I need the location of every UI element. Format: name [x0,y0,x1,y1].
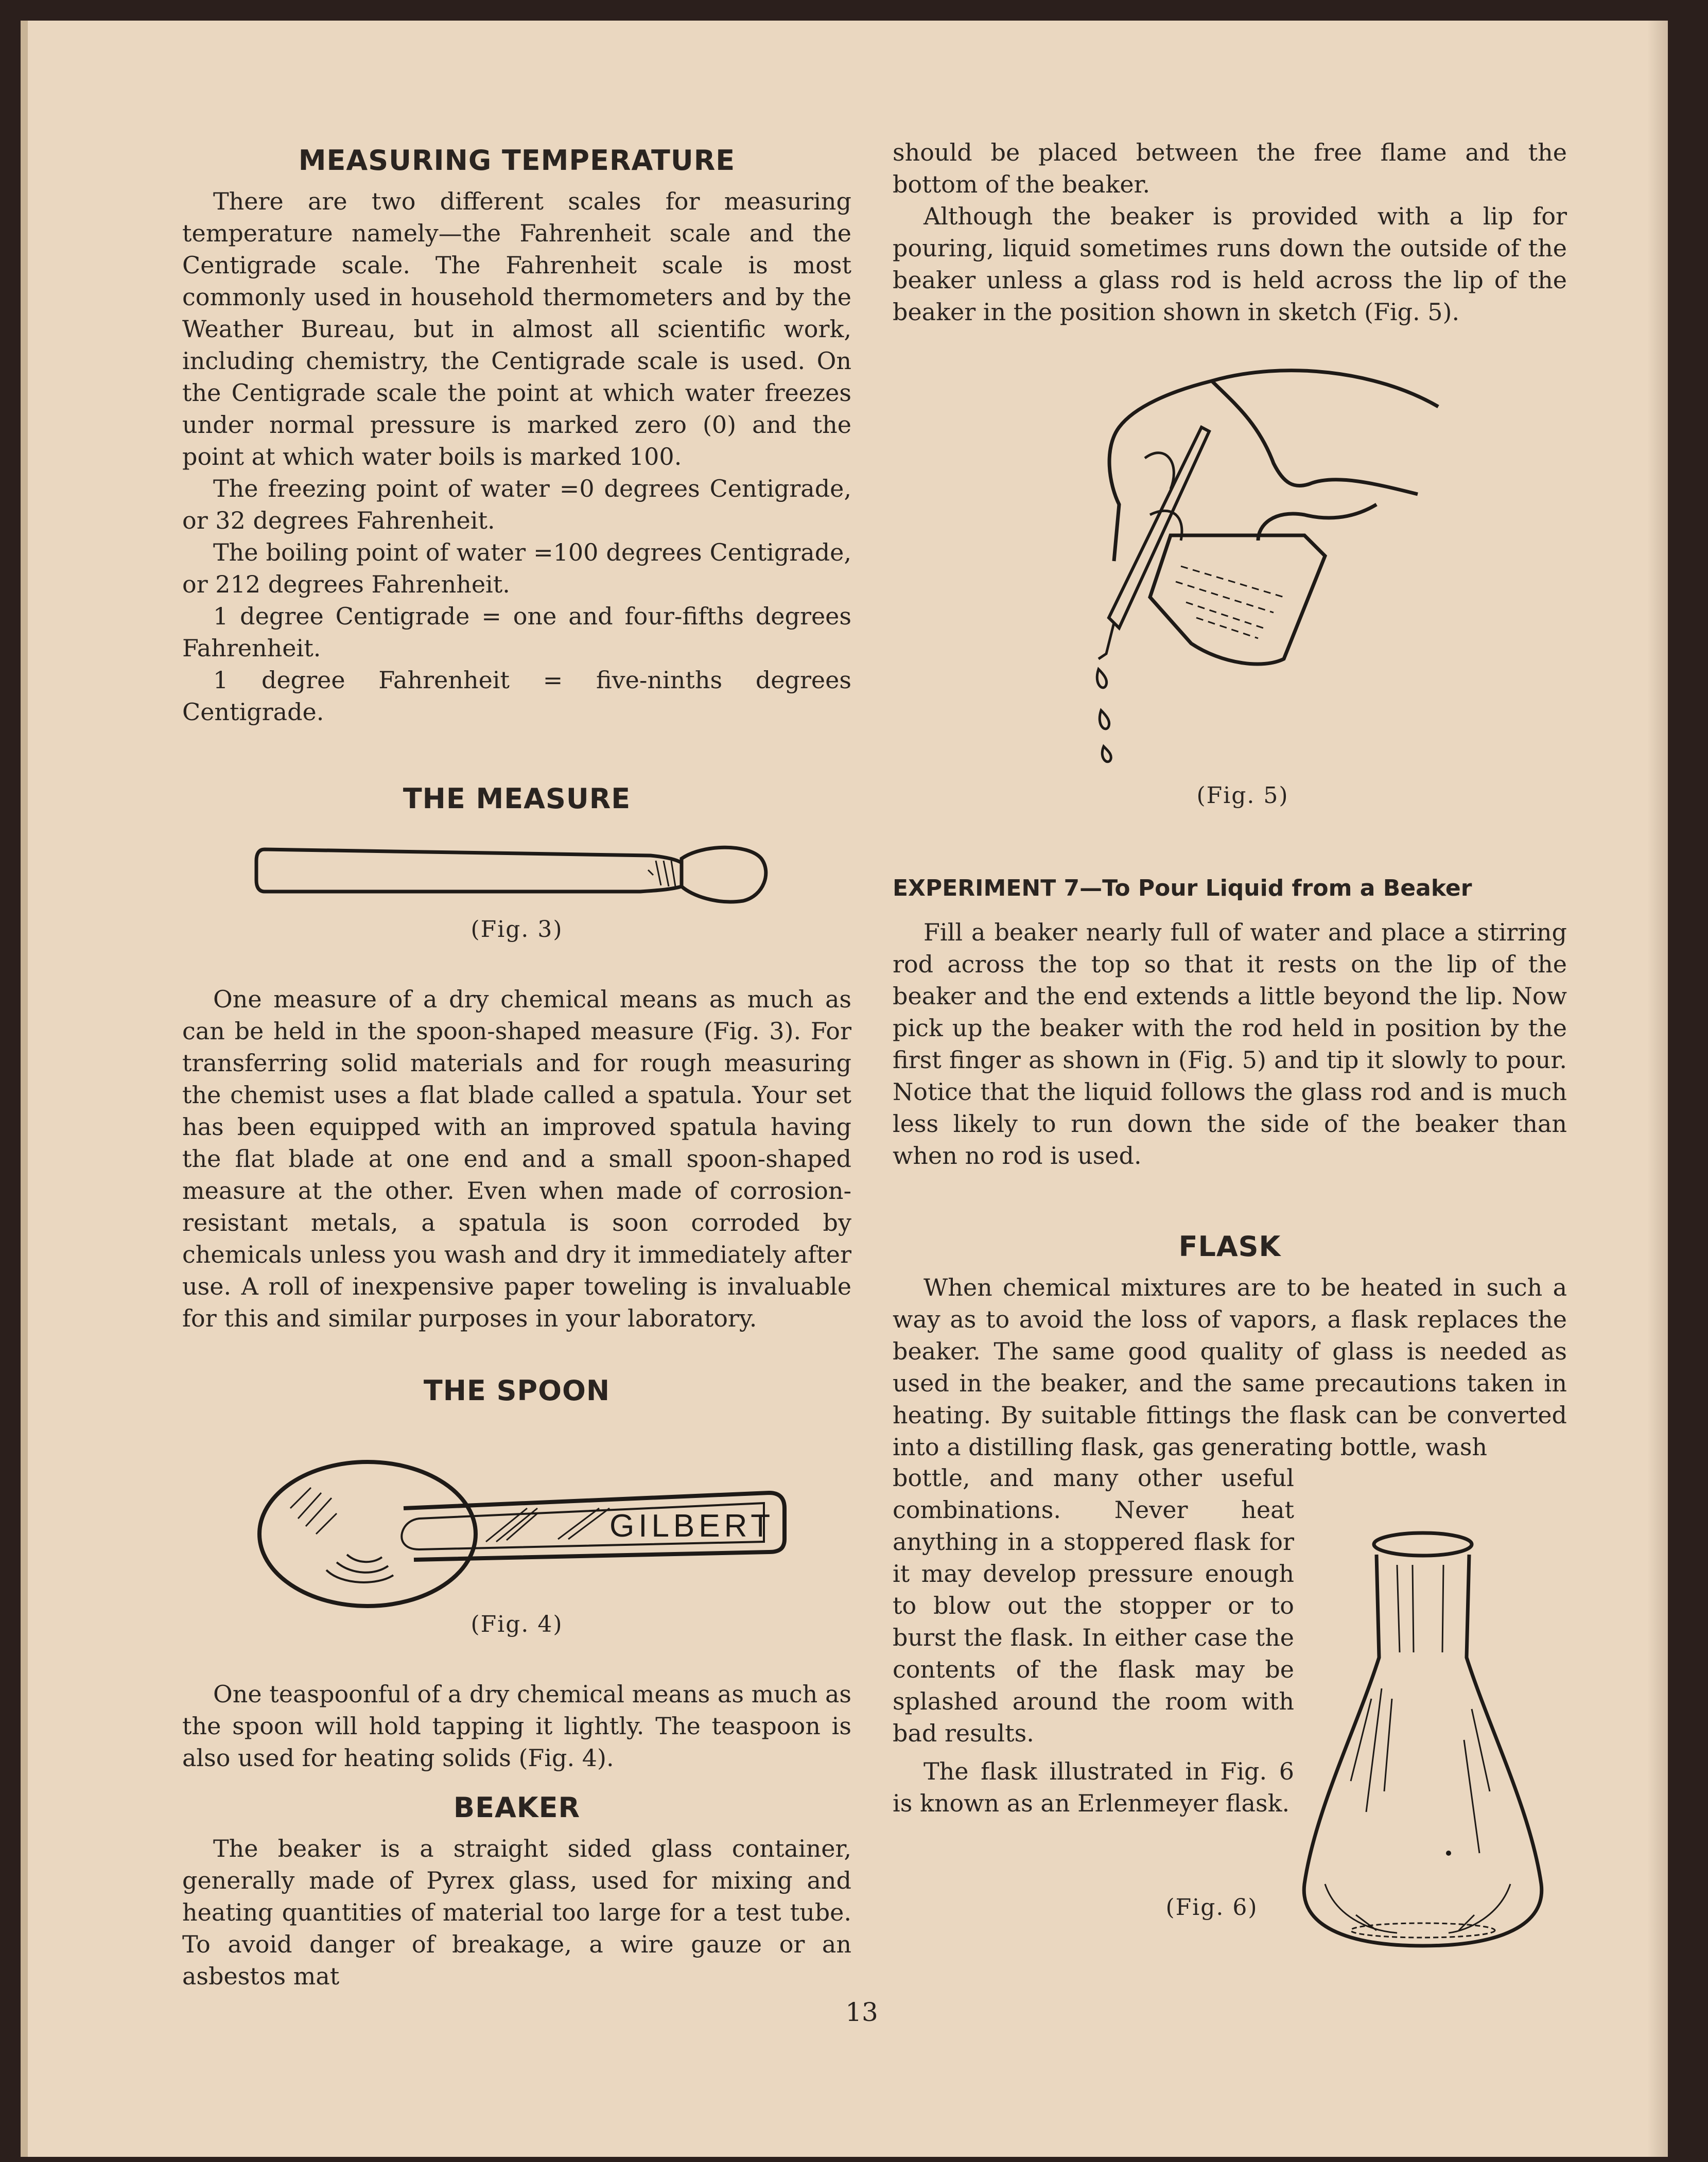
fig4-caption: (Fig. 4) [470,1611,563,1637]
spoon-paragraph: One teaspoonful of a dry chemical means as much as the spoon will hold tapping it lightly. The teaspoon is also used for heating solids (Fig. 4). [182,1680,851,1772]
pouring-hand-figure [1016,350,1449,767]
book-page [21,21,1668,2157]
spoon-brand-label: GILBERT [609,1508,775,1544]
experiment-7-body [893,916,1567,1172]
the-spoon-body [182,1678,851,1774]
flask-body-narrow [893,1462,1294,1819]
flask-paragraph-1: When chemical mixtures are to be heated in such a way as to avoid the loss of vapors, a flask replaces the beaker. The same good quality of glass is needed as used in the beaker, and the same precautions taken in heating. By suitable fittings the flask can be converted into a distilling flask, gas generating bottle, wash [893,1274,1567,1461]
beaker-body [182,1833,851,1992]
beaker-lip-paragraph: Although the beaker is provided with a lip for pouring, liquid sometimes runs down the outside of the beaker unless a glass rod is held across the lip of the beaker in the position shown in sketch (Fig. 5). [893,202,1567,326]
the-spoon-heading: THE SPOON [423,1374,611,1407]
erlenmeyer-flask-figure [1294,1524,1552,1956]
fahrenheit-conversion-line: 1 degree Fahrenheit = five-ninths degrees Centigrade. [182,666,851,726]
page-number: 13 [845,1997,878,2027]
centigrade-conversion-line: 1 degree Centigrade = one and four-fifths degrees Fahrenheit. [182,602,851,662]
fig6-caption: (Fig. 6) [1165,1894,1258,1921]
beaker-continued-text [893,136,1567,328]
flask-paragraph-3: The flask illustrated in Fig. 6 is known as an Erlenmeyer flask. [893,1757,1294,1817]
beaker-heading: BEAKER [453,1791,581,1824]
fig3-caption: (Fig. 3) [470,916,563,943]
the-measure-body [182,983,851,1334]
experiment-7-heading: EXPERIMENT 7—To Pour Liquid from a Beaker [893,875,1472,901]
flask-heading: FLASK [1178,1230,1281,1263]
beaker-cont-line: should be placed between the free flame and the bottom of the beaker. [893,138,1567,198]
measuring-temperature-heading: MEASURING TEMPERATURE [298,144,736,177]
measure-paragraph: One measure of a dry chemical means as much as can be held in the spoon-shaped measure (Fig. 3). For transferring solid materials and for rough measuring the chemist uses a flat blade called a spatula. Your set has been equipped with an improved spatula having the flat blade at one end and a small spoon-shaped measure at the other. Even when made of corrosion-resistant metals, a spatula is soon corroded by chemicals unless you wash and dry it immediately after use. A roll of inexpensive paper toweling is invaluable for this and similar purposes in your laboratory. [182,985,851,1332]
the-measure-heading: THE MEASURE [403,782,631,815]
beaker-paragraph: The beaker is a straight sided glass container, generally made of Pyrex glass, used for mixing and heating quantities of material too large for a test tube. To avoid danger of breakage, a wire gauze or an asbestos mat [182,1835,851,1990]
flask-body-full [893,1271,1567,1463]
fig5-caption: (Fig. 5) [1196,782,1289,809]
flask-paragraph-2: bottle, and many other useful combinations. Never heat anything in a stoppered flask for it may develop pressure enough to blow out the stopper or to burst the flask. In either case the contents of the flask may be splashed around the room with bad results. [893,1464,1294,1747]
spoon-figure [249,1431,795,1616]
experiment-paragraph: Fill a beaker nearly full of water and place a stirring rod across the top so that it rests on the lip of the beaker and the end extends a little beyond the lip. Now pick up the beaker with the rod held in position by the first finger as shown in (Fig. 5) and tip it slowly to pour. Notice that the liquid follows the glass rod and is much less likely to run down the side of the beaker than when no rod is used. [893,918,1567,1170]
measure-spatula-figure [254,829,785,921]
measuring-temperature-body [182,185,851,728]
boiling-point-line: The boiling point of water =100 degrees Centigrade, or 212 degrees Fahrenheit. [182,538,851,598]
freezing-point-line: The freezing point of water =0 degrees Centigrade, or 32 degrees Fahrenheit. [182,475,851,534]
temperature-paragraph: There are two different scales for measuring temperature namely—the Fahrenheit scale and the Centigrade scale. The Fahrenheit scale is most commonly used in household thermometers and by the Weather Bureau, but in almost all scientific work, including chemistry, the Centigrade scale is used. On the Centigrade scale the point at which water freezes under normal pressure is marked zero (0) and the point at which water boils is marked 100. [182,187,851,470]
